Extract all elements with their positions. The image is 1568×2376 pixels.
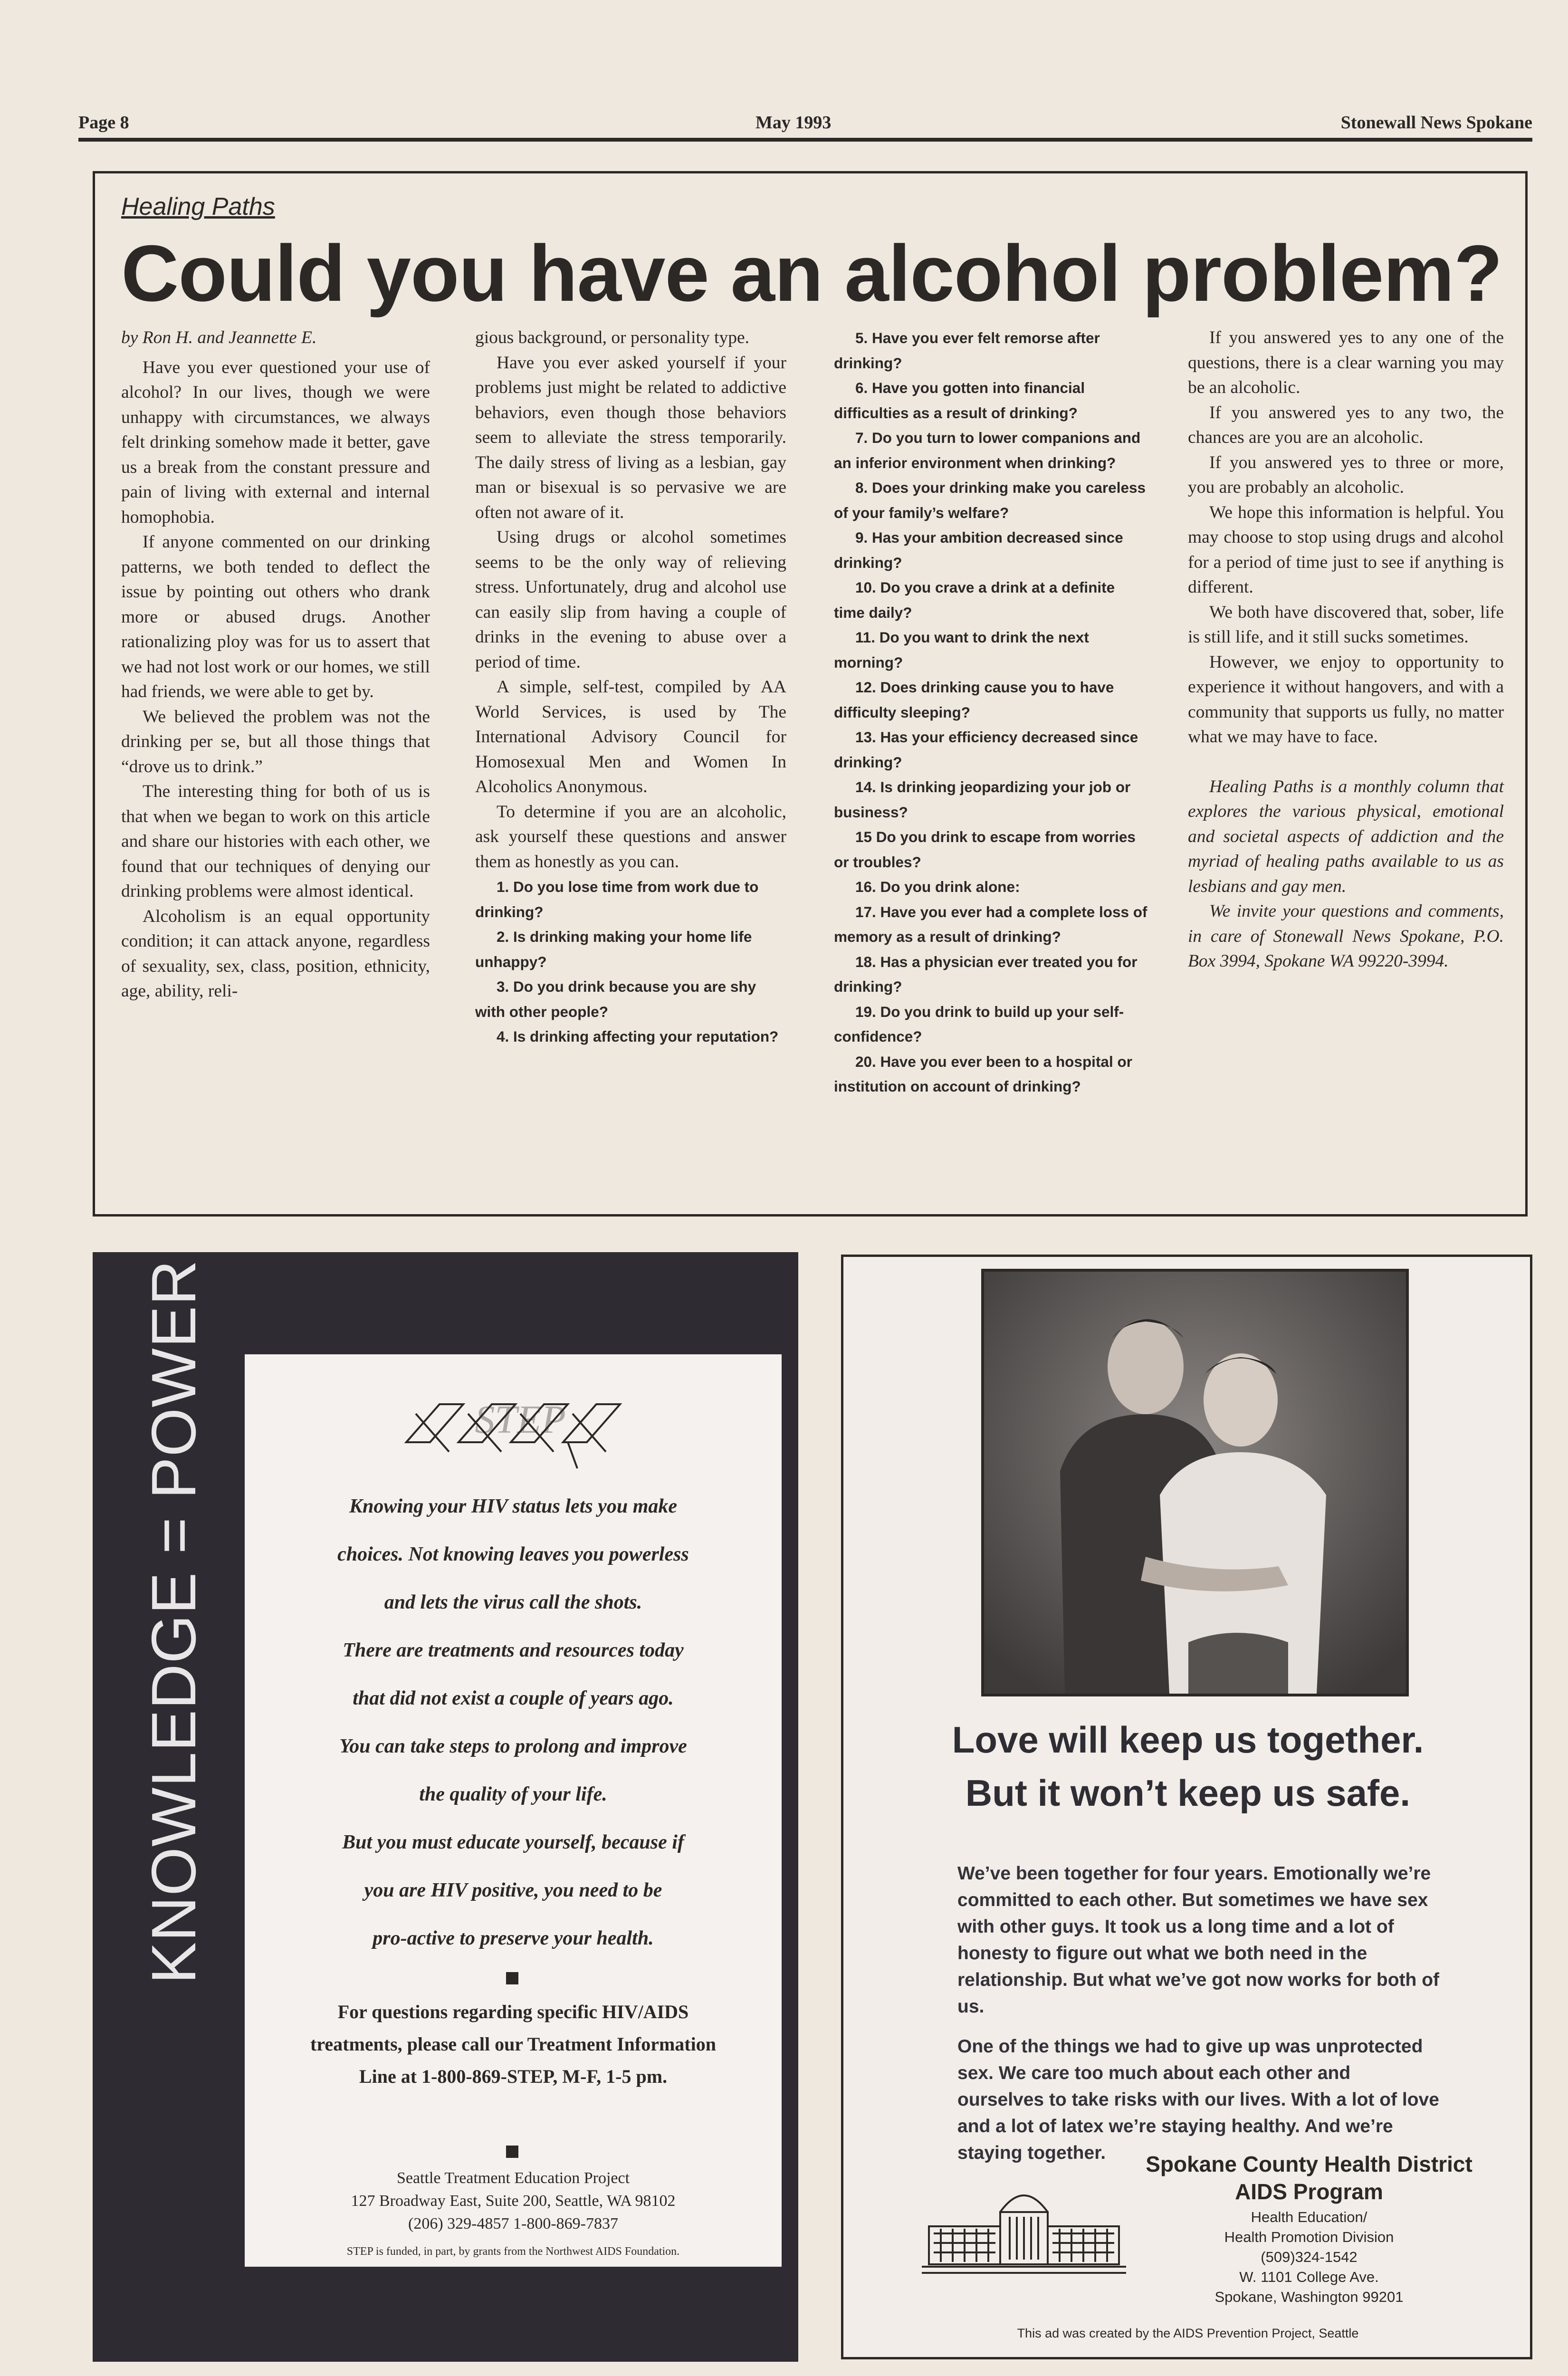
article-column-1 [121,326,430,1004]
paragraph: To determine if you are an alcoholic, ask yourself these questions and answer them as honestly as you can. [475,802,786,872]
question-item: 20. Have you ever been to a hospital or institution on account of drinking? [834,1053,1132,1095]
district-line: Spokane County Health District [1146,2152,1472,2176]
step-ad-panel [245,1354,782,2267]
question-item: 7. Do you turn to lower companions and an inferior environment when drinking? [834,429,1141,471]
treatment-info-line [259,1996,767,2093]
knowledge-power-text: KNOWLEDGE = POWER [139,1259,209,1984]
question-item: 1. Do you lose time from work due to drinking? [475,878,759,920]
copy-line: But you must educate yourself, because if [342,1831,684,1853]
question-item: 16. Do you drink alone: [855,878,1020,895]
info-line: Line at 1-800-869-STEP, M-F, 1-5 pm. [359,2066,668,2087]
article-column-2 [475,326,786,1049]
ad-headline [862,1713,1513,1820]
article-column-3 [834,326,1147,1099]
column-note [1188,775,1504,974]
question-item: 13. Has your efficiency decreased since drinking? [834,728,1138,771]
copy-line: There are treatments and resources today [343,1639,684,1661]
article-headline: Could you have an alcohol problem? [121,229,1502,318]
ad-paragraph: We’ve been together for four years. Emotionally we’re committed to each other. But sometimes we have sex with other guys. It took us a long time and a lot of honesty to figure out what we both need in the relationship. But what we’ve got now works for both of us. [957,1863,1440,2017]
copy-line: Knowing your HIV status lets you make [349,1495,678,1517]
page-number: Page 8 [78,113,129,133]
paragraph: Have you ever asked yourself if your problems just might be related to addictive behaviors, even though those behaviors seem to alleviate the stress temporarily. The daily stress of living as a lesbian, gay man or bisexual is so pervasive we are often not aware of it. [475,353,786,522]
health-district-building-icon [919,2160,1128,2279]
aids-program-ad [841,1255,1532,2359]
copy-line: pro-active to preserve your health. [373,1927,654,1949]
question-item: 17. Have you ever had a complete loss of memory as a result of drinking? [834,903,1147,945]
ad-body [957,1860,1442,2180]
byline: by Ron H. and Jeannette E. [121,328,317,347]
copy-line: that did not exist a couple of years ago. [353,1687,674,1709]
square-bullet-icon [506,2146,518,2158]
contact-line: Health Education/ [1251,2209,1367,2225]
paragraph: The interesting thing for both of us is that when we began to work on this article and share our histories with each other, we found that our techniques of denying our drinking problems were almost identical. [121,782,430,901]
paragraph: gious background, or personality type. [475,328,749,347]
question-item: 15 Do you drink to escape from worries or troubles? [834,828,1136,871]
question-item: 4. Is drinking affecting your reputation? [497,1028,779,1045]
question-item: 11. Do you want to drink the next morning? [834,629,1089,671]
paragraph: We believed the problem was not the drinking per se, but all those things that “drove us to drink.” [121,707,430,776]
step-logo-text: STEP [475,1398,566,1442]
paragraph: If you answered yes to any two, the chances are you are an alcoholic. [1188,402,1504,447]
couple-photo [981,1269,1409,1696]
org-name: Seattle Treatment Education Project [396,2169,630,2187]
question-item: 9. Has your ambition decreased since drinking? [834,529,1123,571]
question-item: 12. Does drinking cause you to have difficulty sleeping? [834,679,1114,721]
paragraph: Have you ever questioned your use of alcohol? In our lives, though we were unhappy with circumstances, we always felt drinking somehow made it better, gave us a break from the constant pressure and pain of living with external and internal homophobia. [121,357,430,527]
running-header [78,109,1532,142]
copy-line: you are HIV positive, you need to be [364,1879,662,1901]
question-item: 19. Do you drink to build up your self-confidence? [834,1003,1124,1045]
square-bullet-icon [506,1972,518,1984]
info-line: For questions regarding specific HIV/AIDS [337,2001,689,2022]
question-item: 5. Have you ever felt remorse after drinking? [834,329,1100,372]
question-item: 8. Does your drinking make you careless of your family’s welfare? [834,479,1146,521]
health-district-name [1109,2150,1509,2205]
program-line: AIDS Program [1235,2179,1383,2204]
paragraph: We hope this information is helpful. You may choose to stop using drugs and alcohol for a period of time just to see if anything is different. [1188,502,1504,597]
copy-line: You can take steps to prolong and improve [339,1735,687,1757]
question-item: 2. Is drinking making your home life unhappy? [475,928,752,970]
step-hiv-ad [93,1252,798,2362]
contact-city: Spokane, Washington 99201 [1214,2289,1404,2305]
question-item: 10. Do you crave a drink at a definite time daily? [834,579,1115,621]
article-column-4 [1188,326,1504,974]
question-item: 18. Has a physician ever treated you for drinking? [834,953,1138,995]
column-kicker: Healing Paths [121,193,275,220]
paragraph: If anyone commented on our drinking patterns, we both tended to deflect the issue by pointing out others who drank more or abused drugs. Another rationalizing ploy was for us to assert that we had not lost work or our homes, we still had friends, we were able to get by. [121,532,430,701]
contact-invite: We invite your questions and comments, in care of Stonewall News Spokane, P.O. Box 3994, Spokane WA 99220-3994. [1188,901,1504,971]
step-ad-copy [259,1483,767,1963]
article-box [93,171,1528,1217]
issue-date: May 1993 [755,113,832,133]
paragraph: Using drugs or alcohol sometimes seems to be the only way of relieving stress. Unfortunately, drug and alcohol use can easily slip from having a couple of drinks in the evening to abuse over a period of time. [475,527,786,672]
copy-line: choices. Not knowing leaves you powerless [337,1543,689,1565]
headline-line: Love will keep us together. [952,1719,1424,1761]
question-item: 14. Is drinking jeopardizing your job or business? [834,778,1131,821]
publication-name: Stonewall News Spokane [1340,113,1532,133]
paragraph: We both have discovered that, sober, life is still life, and it still sucks sometimes. [1188,602,1504,647]
funding-note: STEP is funded, in part, by grants from the Northwest AIDS Foundation. [346,2245,680,2258]
paragraph: Alcoholism is an equal opportunity condition; it can attack anyone, regardless of sexuality, sex, class, position, ethnicity, age, ability, reli- [121,906,430,1001]
step-logo [387,1385,653,1471]
paragraph: However, we enjoy to opportunity to experience it without hangovers, and with a community that supports us fully, no matter what we may have to face. [1188,652,1504,747]
question-item: 6. Have you gotten into financial difficulties as a result of drinking? [834,379,1085,422]
copy-line: and lets the virus call the shots. [384,1591,642,1613]
copy-line: the quality of your life. [419,1783,607,1805]
question-item: 3. Do you drink because you are shy with other people? [475,978,756,1020]
info-line: treatments, please call our Treatment Information [310,2033,716,2055]
contact-address: W. 1101 College Ave. [1239,2269,1379,2285]
step-organization [259,2167,767,2235]
health-district-contact [1109,2207,1509,2307]
org-phone: (206) 329-4857 1-800-869-7837 [408,2215,618,2232]
ad-paragraph: One of the things we had to give up was unprotected sex. We care too much about each other and ourselves to take risks with our lives. With a lot of love and a lot of latex we’re staying healthy. And we’re staying together. [957,2036,1439,2163]
contact-phone: (509)324-1542 [1261,2249,1358,2265]
column-description: Healing Paths is a monthly column that explores the various physical, emotional and societal aspects of addiction and the myriad of healing paths available to us as lesbians and gay men. [1188,776,1504,896]
paragraph: A simple, self-test, compiled by AA World Services, is used by The International Advisory Council for Homosexual Men and Women In Alcoholics Anonymous. [475,677,786,796]
contact-line: Health Promotion Division [1224,2229,1394,2245]
paragraph: If you answered yes to any one of the questions, there is a clear warning you may be an alcoholic. [1188,328,1504,397]
headline-line: But it won’t keep us safe. [965,1772,1411,1814]
org-address: 127 Broadway East, Suite 200, Seattle, WA 98102 [351,2192,676,2210]
ad-credit: This ad was created by the AIDS Prevention Project, Seattle [1017,2326,1359,2340]
paragraph: If you answered yes to three or more, you are probably an alcoholic. [1188,452,1504,497]
